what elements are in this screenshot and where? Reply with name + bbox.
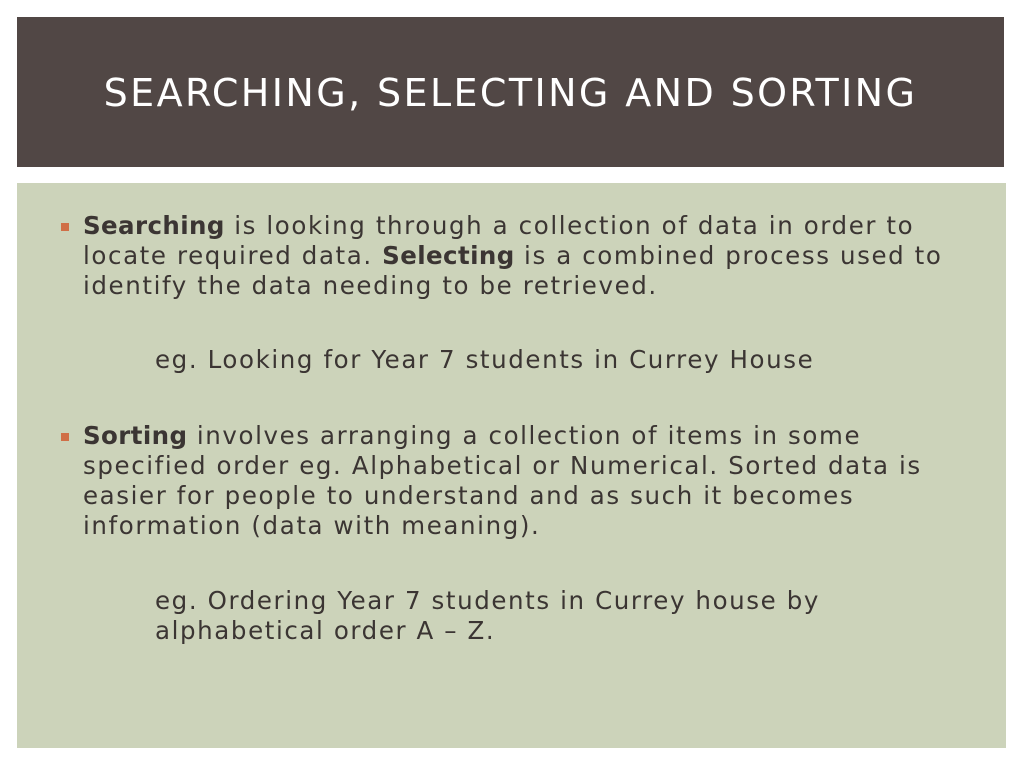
slide-body — [17, 183, 1006, 748]
bullet-text: is looking through a collection of data in order to locate required data. — [83, 211, 915, 270]
bullet-searching-selecting — [83, 211, 973, 301]
term-selecting: Selecting — [382, 241, 515, 270]
term-searching: Searching — [83, 211, 225, 240]
example-sorting: eg. Ordering Year 7 students in Currey house by alphabetical order A – Z. — [155, 586, 820, 645]
square-bullet-icon — [61, 223, 69, 231]
bullet-text: is a combined process used to identify the data needing to be retrieved. — [83, 241, 943, 300]
square-bullet-icon — [61, 433, 69, 441]
term-sorting: Sorting — [83, 421, 188, 450]
example-searching: eg. Looking for Year 7 students in Currey House — [155, 345, 815, 374]
content-panel — [17, 183, 1006, 748]
title-bar — [17, 17, 1004, 167]
slide-title: SEARCHING, SELECTING AND SORTING — [103, 71, 918, 115]
bullet-text: involves arranging a collection of items in some specified order eg. Alphabetical or Numerical. Sorted data is easier for people to understand and as such it becomes information (data with meaning). — [83, 421, 922, 540]
bullet-sorting — [83, 421, 973, 541]
